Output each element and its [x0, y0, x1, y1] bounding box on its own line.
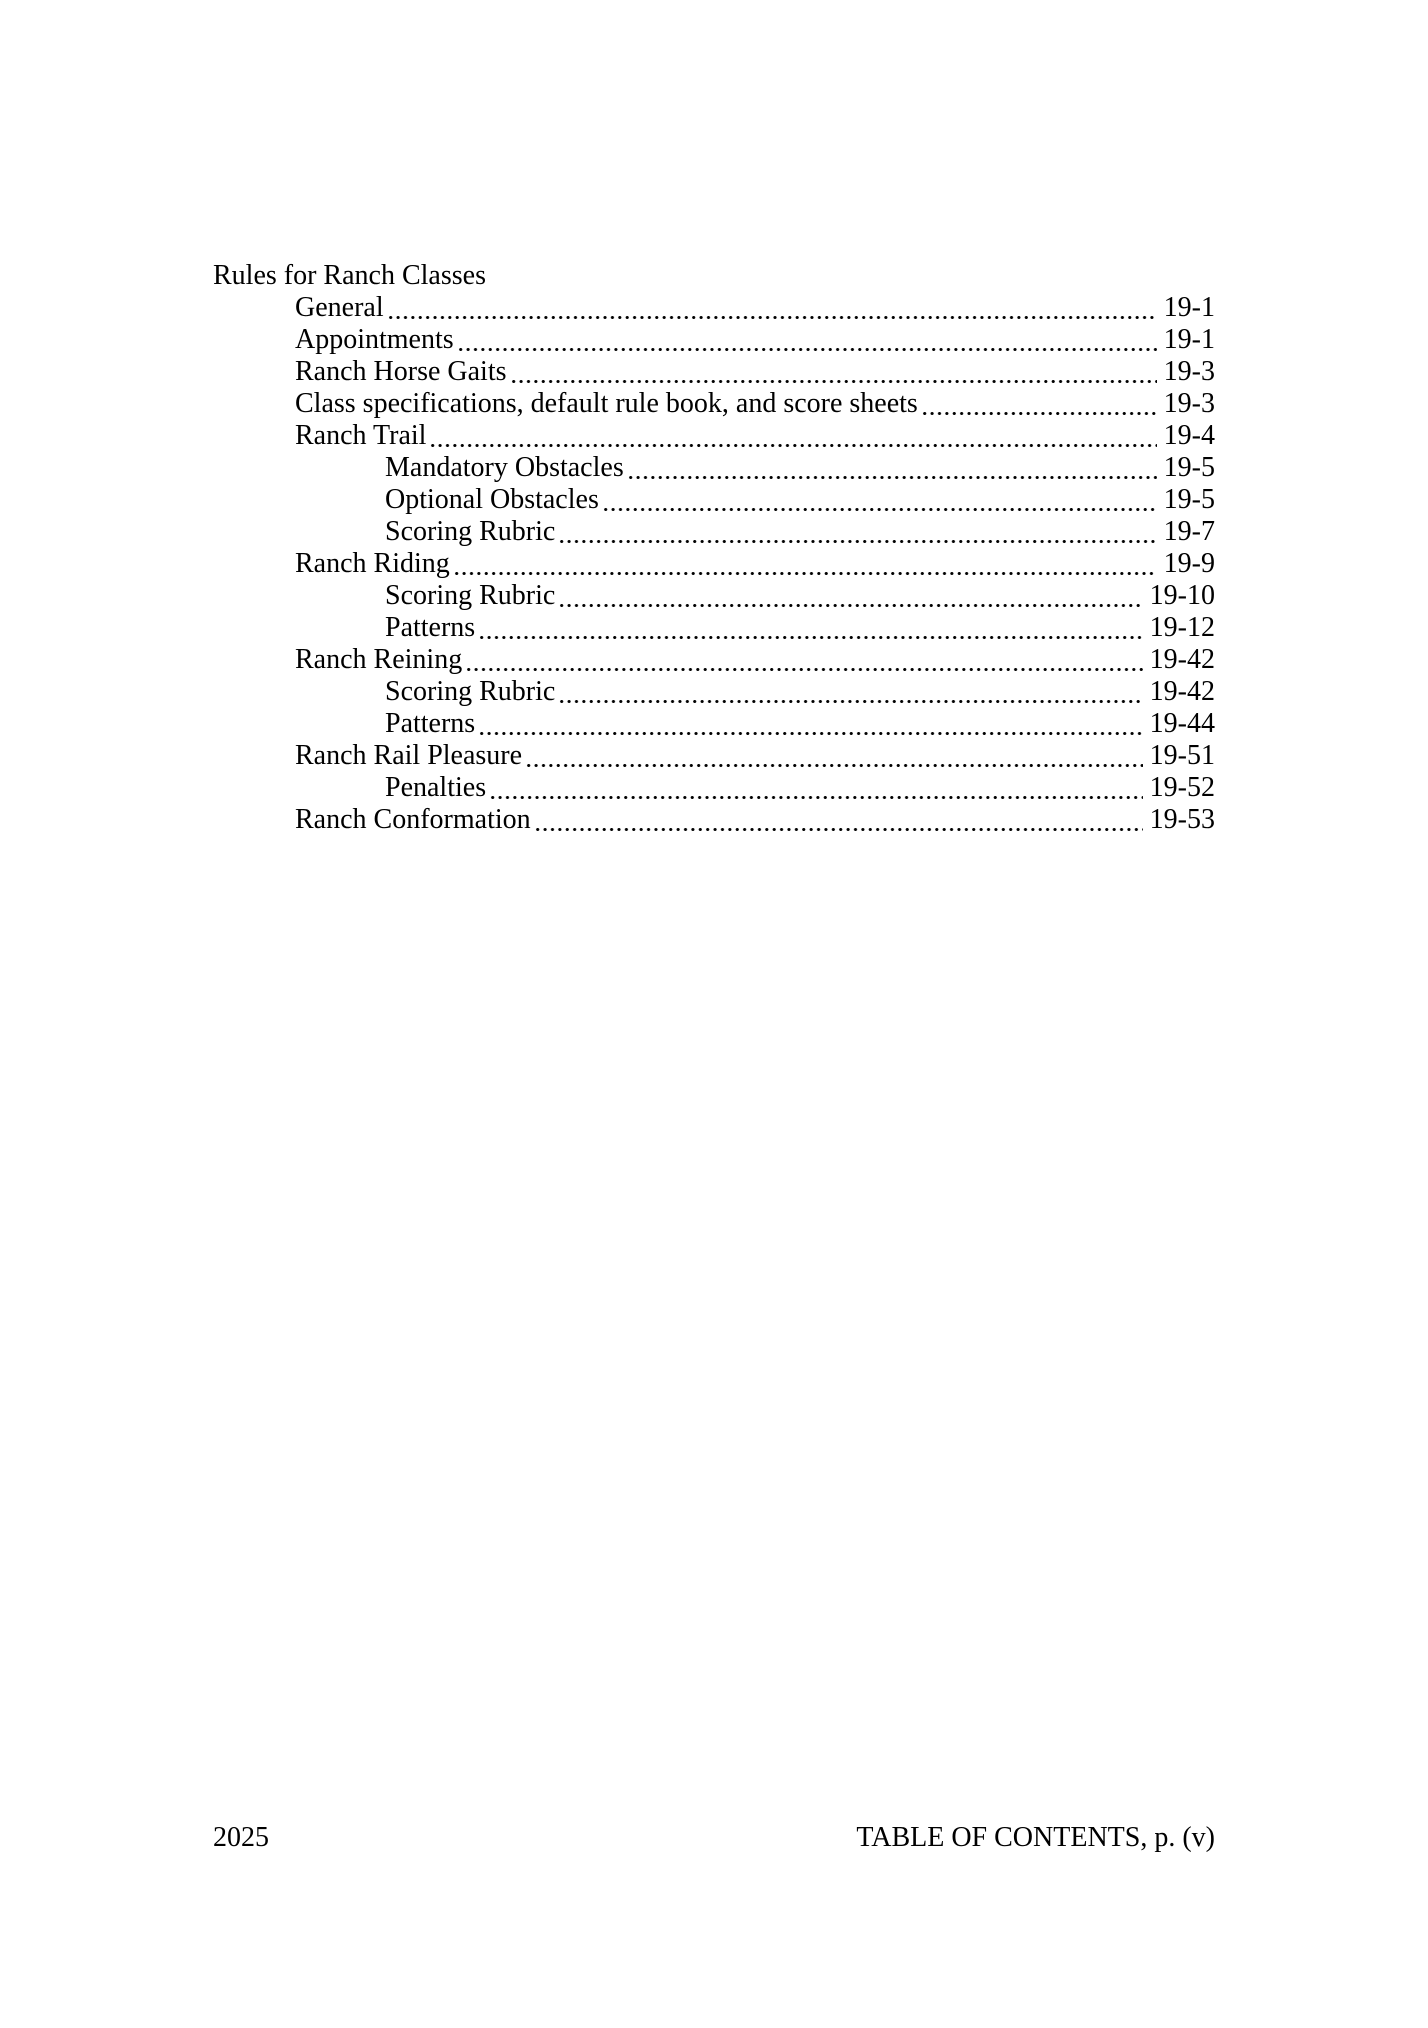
dot-leader — [478, 612, 1142, 644]
toc-entry — [213, 388, 1215, 420]
toc-entry-page: 19-7 — [1163, 516, 1215, 547]
dot-leader — [489, 772, 1143, 804]
toc-entry-page: 19-10 — [1149, 580, 1215, 611]
toc-entry-page: 19-9 — [1163, 548, 1215, 579]
dot-leader — [387, 292, 1157, 324]
toc-entry — [213, 452, 1215, 484]
toc-entry-label: Ranch Horse Gaits — [295, 356, 507, 387]
toc-entry-label: Ranch Riding — [295, 548, 450, 579]
toc-entry — [213, 772, 1215, 804]
dot-leader — [525, 740, 1143, 772]
toc-entry-label: Ranch Reining — [295, 644, 463, 675]
toc-entry — [213, 516, 1215, 548]
toc-entry-label: Scoring Rubric — [385, 516, 556, 547]
dot-leader — [602, 484, 1157, 516]
dot-leader — [429, 420, 1156, 452]
toc-entry — [213, 292, 1215, 324]
toc-entry-page: 19-3 — [1163, 356, 1215, 387]
toc-entry-page: 19-42 — [1149, 644, 1215, 675]
toc-entry-page: 19-1 — [1163, 324, 1215, 355]
toc-entry — [213, 612, 1215, 644]
dot-leader — [478, 708, 1142, 740]
toc-entry — [213, 708, 1215, 740]
toc-entry-label: Ranch Rail Pleasure — [295, 740, 523, 771]
dot-leader — [627, 452, 1157, 484]
dot-leader — [558, 516, 1156, 548]
toc-entry-page: 19-5 — [1163, 484, 1215, 515]
toc-entry-label: Scoring Rubric — [385, 676, 556, 707]
toc-entry-label: Appointments — [295, 324, 454, 355]
toc-entry-page: 19-42 — [1149, 676, 1215, 707]
toc-entry — [213, 580, 1215, 612]
page-footer — [213, 1822, 1215, 1854]
toc-entry-label: Mandatory Obstacles — [385, 452, 624, 483]
toc-entry — [213, 804, 1215, 836]
toc-heading: Rules for Ranch Classes — [213, 260, 486, 291]
dot-leader — [558, 676, 1142, 708]
toc-entry-page: 19-3 — [1163, 388, 1215, 419]
toc-entry-label: Patterns — [385, 708, 476, 739]
toc-entry — [213, 548, 1215, 580]
toc-entry-page: 19-52 — [1149, 772, 1215, 803]
toc-entry-page: 19-44 — [1149, 708, 1215, 739]
toc-entry-page: 19-1 — [1163, 292, 1215, 323]
toc-entry-page: 19-4 — [1163, 420, 1215, 451]
dot-leader — [457, 324, 1157, 356]
toc-entry — [213, 484, 1215, 516]
toc-entry — [213, 676, 1215, 708]
table-of-contents — [213, 260, 1215, 836]
dot-leader — [921, 388, 1157, 420]
toc-entry-label: Ranch Conformation — [295, 804, 531, 835]
toc-entry — [213, 356, 1215, 388]
toc-entry-label: Optional Obstacles — [385, 484, 599, 515]
toc-entry — [213, 324, 1215, 356]
toc-entry-label: Scoring Rubric — [385, 580, 556, 611]
footer-year: 2025 — [213, 1822, 269, 1853]
toc-entry-page: 19-53 — [1149, 804, 1215, 835]
footer-label: TABLE OF CONTENTS, p. (v) — [856, 1822, 1215, 1853]
toc-entry — [213, 740, 1215, 772]
dot-leader — [534, 804, 1143, 836]
toc-entry-label: General — [295, 292, 384, 323]
toc-entry-page: 19-51 — [1149, 740, 1215, 771]
dot-leader — [558, 580, 1142, 612]
toc-list — [213, 292, 1215, 836]
dot-leader — [465, 644, 1142, 676]
toc-entry-label: Patterns — [385, 612, 476, 643]
toc-entry — [213, 644, 1215, 676]
toc-entry-page: 19-12 — [1149, 612, 1215, 643]
toc-entry-page: 19-5 — [1163, 452, 1215, 483]
toc-entry-label: Penalties — [385, 772, 487, 803]
dot-leader — [510, 356, 1157, 388]
dot-leader — [453, 548, 1157, 580]
toc-entry-label: Ranch Trail — [295, 420, 427, 451]
toc-entry-label: Class specifications, default rule book, and score sheets — [295, 388, 918, 419]
toc-entry — [213, 420, 1215, 452]
